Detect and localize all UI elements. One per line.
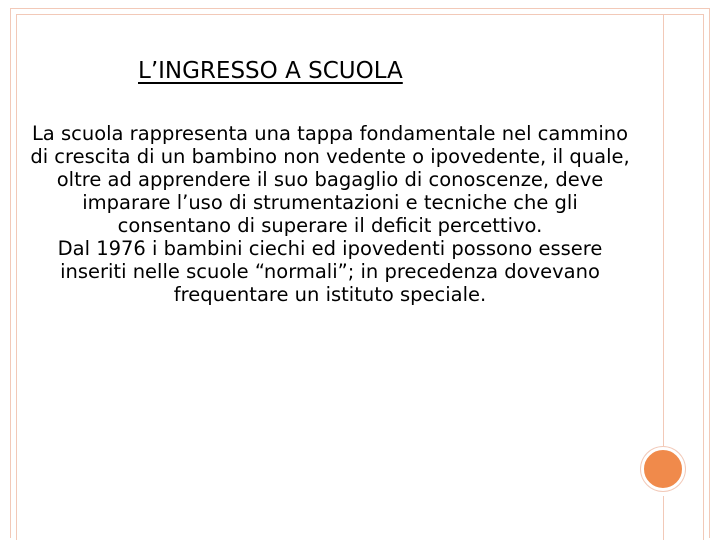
slide-body	[30, 122, 630, 306]
body-paragraph-1: La scuola rappresenta una tappa fondamentale nel cammino di crescita di un bambino non vedente o ipovedente, il quale, oltre ad apprendere il suo bagaglio di conoscenze, deve imparare l’uso di strumentazioni e tecniche che gli consentano di superare il deficit percettivo.	[30, 122, 630, 237]
body-paragraph-2: Dal 1976 i bambini ciechi ed ipovedenti possono essere inseriti nelle scuole “normali”; in precedenza dovevano frequentare un istituto speciale.	[57, 237, 603, 306]
decorative-side-line-bottom	[663, 496, 664, 540]
decorative-side-line	[663, 14, 664, 446]
slide-title: L’INGRESSO A SCUOLA	[138, 58, 403, 84]
decorative-circle	[641, 447, 685, 491]
